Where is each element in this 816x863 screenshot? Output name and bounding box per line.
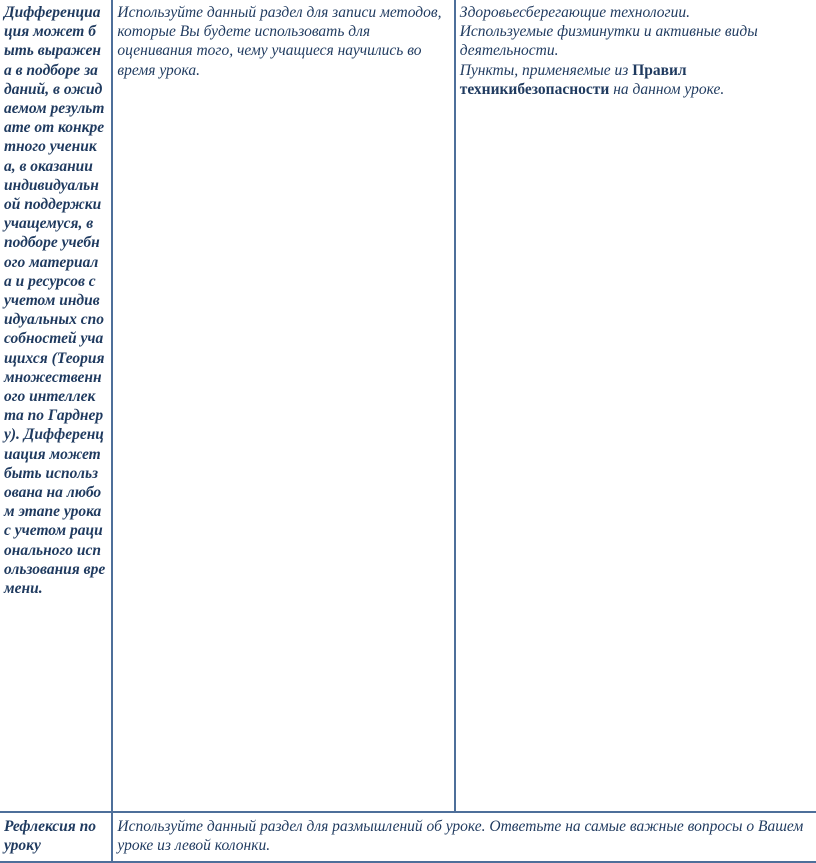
safety-rules-prefix: Пункты, применяемые из <box>459 61 633 79</box>
physical-activities-text: Используемые физминутки и активные виды деятельности. <box>459 23 758 60</box>
safety-rules-suffix: на данном уроке. <box>609 80 725 98</box>
reflection-label: Рефлексия по уроку <box>4 818 96 855</box>
reflection-text-cell <box>112 812 816 862</box>
reflection-label-cell <box>0 812 112 862</box>
safety-rules-line <box>460 61 816 99</box>
assessment-text: Используйте данный раздел для записи методов, которые Вы будете использовать для оценивания того, чему учащиеся научились во время урока. <box>117 4 442 79</box>
reflection-text: Используйте данный раздел для размышлений об уроке. Ответьте на самые важные вопросы о Вашем уроке из левой колонки. <box>117 818 804 855</box>
differentiation-cell <box>0 0 112 812</box>
safety-rules-bold: Правил техникибезопасности <box>459 61 687 98</box>
health-technologies-text: Здоровьесберегающие технологии. <box>459 4 690 21</box>
health-safety-cell <box>455 0 816 812</box>
table-row-reflection <box>0 812 816 862</box>
differentiation-text: Дифференциация может быть выражена в подборе заданий, в ожидаемом результате от конкретного ученика, в оказании индивидуальной поддержки учащемуся, в подборе учебного материала и ресурсов с учетом индивидуальных способностей учащихся (Теория множественного интеллекта по Гарднеру). Дифференциация может быть использована на любом этапе урока с учетом рационального использования времени. <box>4 4 106 598</box>
assessment-cell <box>112 0 454 812</box>
